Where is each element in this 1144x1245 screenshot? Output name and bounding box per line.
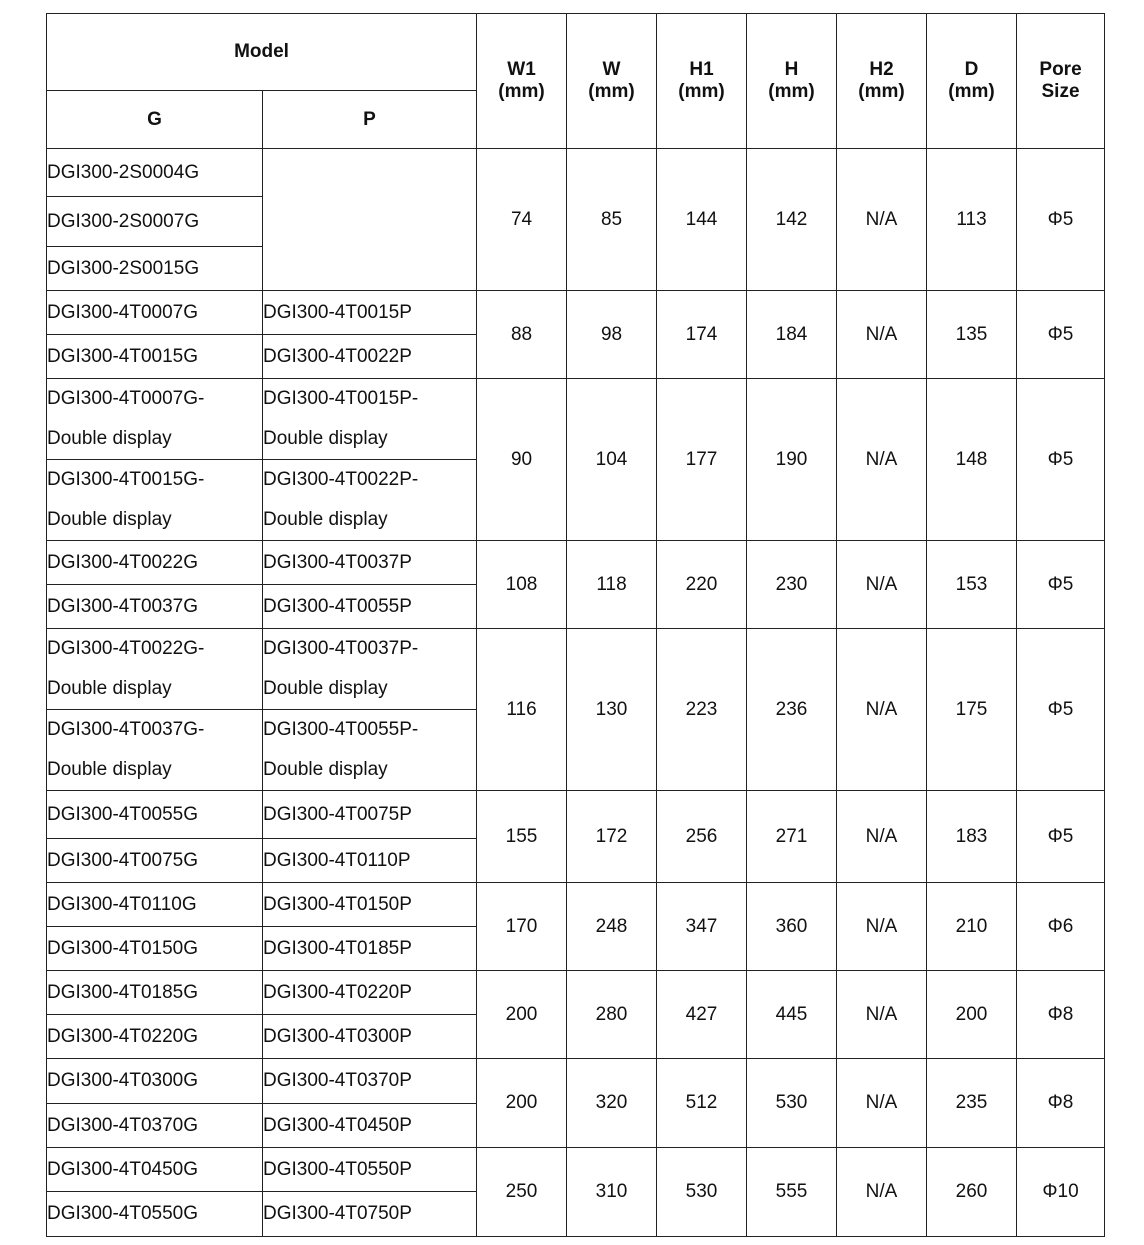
value-w1: 90 xyxy=(477,379,567,541)
value-h2: N/A xyxy=(837,629,927,791)
value-h1: 427 xyxy=(657,971,747,1059)
value-h2: N/A xyxy=(837,971,927,1059)
value-d: 113 xyxy=(927,149,1017,291)
model-p-cell: DGI300-4T0037P- Double display xyxy=(263,629,477,710)
value-pore-size: Φ5 xyxy=(1017,149,1105,291)
model-p-cell: DGI300-4T0450P xyxy=(263,1104,477,1148)
value-h1: 174 xyxy=(657,291,747,379)
value-h: 142 xyxy=(747,149,837,291)
table-row xyxy=(47,541,1105,585)
value-w1: 155 xyxy=(477,791,567,883)
model-g-cell: DGI300-4T0150G xyxy=(47,927,263,971)
model-p-cell: DGI300-4T0015P- Double display xyxy=(263,379,477,460)
header-h: H (mm) xyxy=(747,14,837,149)
value-h1: 177 xyxy=(657,379,747,541)
value-w1: 116 xyxy=(477,629,567,791)
value-pore-size: Φ8 xyxy=(1017,971,1105,1059)
table-row xyxy=(47,791,1105,839)
model-p-cell: DGI300-4T0150P xyxy=(263,883,477,927)
value-h2: N/A xyxy=(837,883,927,971)
model-p-cell: DGI300-4T0022P- Double display xyxy=(263,460,477,541)
table-row xyxy=(47,149,1105,197)
model-g-cell: DGI300-4T0007G- Double display xyxy=(47,379,263,460)
value-d: 183 xyxy=(927,791,1017,883)
value-h: 360 xyxy=(747,883,837,971)
header-d: D (mm) xyxy=(927,14,1017,149)
model-g-cell: DGI300-2S0015G xyxy=(47,247,263,291)
model-p-cell: DGI300-4T0022P xyxy=(263,335,477,379)
header-g: G xyxy=(47,91,263,149)
model-g-cell: DGI300-4T0185G xyxy=(47,971,263,1015)
value-w1: 74 xyxy=(477,149,567,291)
model-p-cell: DGI300-4T0220P xyxy=(263,971,477,1015)
value-h: 230 xyxy=(747,541,837,629)
value-h: 555 xyxy=(747,1148,837,1237)
value-d: 210 xyxy=(927,883,1017,971)
model-g-cell: DGI300-4T0450G xyxy=(47,1148,263,1192)
table-row xyxy=(47,971,1105,1015)
header-h2: H2 (mm) xyxy=(837,14,927,149)
value-w: 85 xyxy=(567,149,657,291)
model-g-cell: DGI300-4T0075G xyxy=(47,839,263,883)
model-p-cell: DGI300-4T0015P xyxy=(263,291,477,335)
value-d: 175 xyxy=(927,629,1017,791)
value-h2: N/A xyxy=(837,1148,927,1237)
value-w: 172 xyxy=(567,791,657,883)
value-pore-size: Φ5 xyxy=(1017,791,1105,883)
model-p-cell-empty xyxy=(263,149,477,291)
value-w1: 170 xyxy=(477,883,567,971)
value-w: 130 xyxy=(567,629,657,791)
model-p-cell: DGI300-4T0300P xyxy=(263,1015,477,1059)
model-p-cell: DGI300-4T0750P xyxy=(263,1192,477,1237)
model-g-cell: DGI300-4T0037G xyxy=(47,585,263,629)
value-w1: 88 xyxy=(477,291,567,379)
table-row xyxy=(47,1059,1105,1104)
header-w: W (mm) xyxy=(567,14,657,149)
model-g-cell: DGI300-4T0300G xyxy=(47,1059,263,1104)
value-h1: 256 xyxy=(657,791,747,883)
value-pore-size: Φ5 xyxy=(1017,629,1105,791)
value-d: 148 xyxy=(927,379,1017,541)
value-h2: N/A xyxy=(837,791,927,883)
model-p-cell: DGI300-4T0550P xyxy=(263,1148,477,1192)
model-g-cell: DGI300-4T0037G- Double display xyxy=(47,710,263,791)
value-d: 235 xyxy=(927,1059,1017,1148)
header-w1: W1 (mm) xyxy=(477,14,567,149)
model-g-cell: DGI300-4T0370G xyxy=(47,1104,263,1148)
value-h1: 223 xyxy=(657,629,747,791)
value-pore-size: Φ10 xyxy=(1017,1148,1105,1237)
model-g-cell: DGI300-4T0015G- Double display xyxy=(47,460,263,541)
model-p-cell: DGI300-4T0037P xyxy=(263,541,477,585)
value-h1: 512 xyxy=(657,1059,747,1148)
value-h2: N/A xyxy=(837,149,927,291)
value-w: 104 xyxy=(567,379,657,541)
value-h: 530 xyxy=(747,1059,837,1148)
value-d: 260 xyxy=(927,1148,1017,1237)
value-h1: 530 xyxy=(657,1148,747,1237)
dimensions-table xyxy=(46,13,1105,1237)
value-h2: N/A xyxy=(837,1059,927,1148)
value-w: 320 xyxy=(567,1059,657,1148)
model-g-cell: DGI300-4T0015G xyxy=(47,335,263,379)
model-p-cell: DGI300-4T0185P xyxy=(263,927,477,971)
model-g-cell: DGI300-4T0550G xyxy=(47,1192,263,1237)
table-row xyxy=(47,291,1105,335)
value-w: 98 xyxy=(567,291,657,379)
model-g-cell: DGI300-2S0007G xyxy=(47,197,263,247)
header-model: Model xyxy=(47,14,477,91)
value-pore-size: Φ5 xyxy=(1017,541,1105,629)
model-g-cell: DGI300-4T0110G xyxy=(47,883,263,927)
header-pore-size: Pore Size xyxy=(1017,14,1105,149)
value-pore-size: Φ5 xyxy=(1017,291,1105,379)
value-pore-size: Φ6 xyxy=(1017,883,1105,971)
value-w1: 200 xyxy=(477,1059,567,1148)
value-h: 236 xyxy=(747,629,837,791)
value-h2: N/A xyxy=(837,541,927,629)
value-h: 271 xyxy=(747,791,837,883)
table-row xyxy=(47,629,1105,710)
value-d: 153 xyxy=(927,541,1017,629)
model-p-cell: DGI300-4T0075P xyxy=(263,791,477,839)
table-row xyxy=(47,883,1105,927)
value-h1: 347 xyxy=(657,883,747,971)
model-g-cell: DGI300-4T0007G xyxy=(47,291,263,335)
model-g-cell: DGI300-4T0022G xyxy=(47,541,263,585)
value-h1: 220 xyxy=(657,541,747,629)
value-pore-size: Φ8 xyxy=(1017,1059,1105,1148)
model-g-cell: DGI300-4T0022G- Double display xyxy=(47,629,263,710)
model-p-cell: DGI300-4T0370P xyxy=(263,1059,477,1104)
header-h1: H1 (mm) xyxy=(657,14,747,149)
value-pore-size: Φ5 xyxy=(1017,379,1105,541)
model-g-cell: DGI300-4T0055G xyxy=(47,791,263,839)
value-w1: 250 xyxy=(477,1148,567,1237)
value-h: 190 xyxy=(747,379,837,541)
value-w: 248 xyxy=(567,883,657,971)
header-p: P xyxy=(263,91,477,149)
value-w1: 200 xyxy=(477,971,567,1059)
value-h1: 144 xyxy=(657,149,747,291)
table-body xyxy=(47,149,1105,1237)
value-w1: 108 xyxy=(477,541,567,629)
table-row xyxy=(47,1148,1105,1192)
model-g-cell: DGI300-4T0220G xyxy=(47,1015,263,1059)
model-p-cell: DGI300-4T0110P xyxy=(263,839,477,883)
table-row xyxy=(47,379,1105,460)
model-p-cell: DGI300-4T0055P xyxy=(263,585,477,629)
model-g-cell: DGI300-2S0004G xyxy=(47,149,263,197)
value-h2: N/A xyxy=(837,291,927,379)
value-h: 184 xyxy=(747,291,837,379)
value-d: 135 xyxy=(927,291,1017,379)
value-w: 310 xyxy=(567,1148,657,1237)
value-h2: N/A xyxy=(837,379,927,541)
value-h: 445 xyxy=(747,971,837,1059)
value-d: 200 xyxy=(927,971,1017,1059)
value-w: 118 xyxy=(567,541,657,629)
model-p-cell: DGI300-4T0055P- Double display xyxy=(263,710,477,791)
value-w: 280 xyxy=(567,971,657,1059)
